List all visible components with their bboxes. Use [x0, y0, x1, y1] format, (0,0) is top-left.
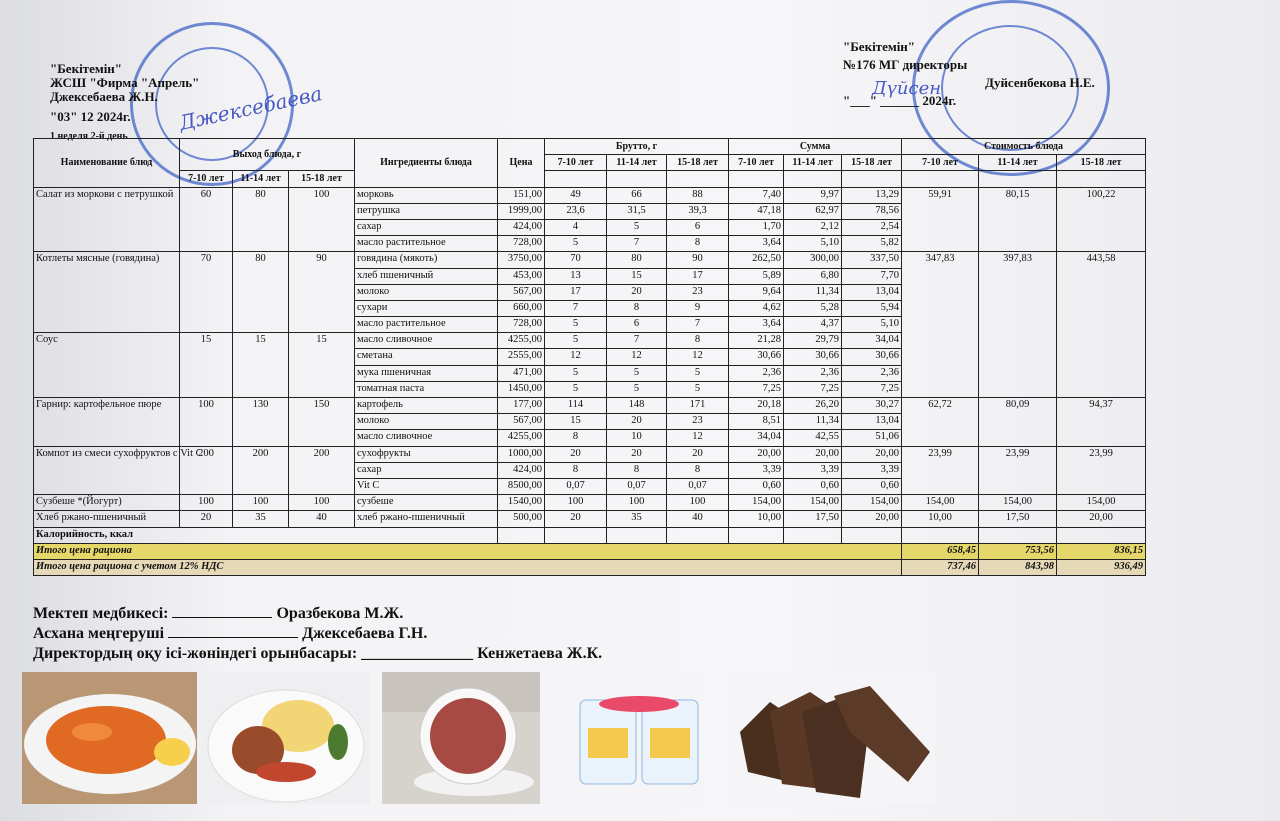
brutto-value: 0,07: [607, 478, 667, 494]
brutto-value: 20: [545, 511, 607, 527]
approver-name: Джексебаева Ж.Н.: [50, 89, 158, 104]
compote-cup-image: [382, 672, 540, 804]
ingredient-price: 567,00: [498, 414, 545, 430]
brutto-value: 88: [667, 187, 729, 203]
brutto-value: 20: [545, 446, 607, 462]
sum-value: 51,06: [842, 430, 902, 446]
dish-cost-value: 17,50: [979, 511, 1057, 527]
ingredient-price: 471,00: [498, 365, 545, 381]
brutto-value: 5: [607, 381, 667, 397]
brutto-value: 7: [607, 333, 667, 349]
header-age: 15-18 лет: [289, 171, 355, 187]
ingredient-price: 728,00: [498, 317, 545, 333]
brutto-value: 100: [545, 495, 607, 511]
total-vat-value: 936,49: [1057, 559, 1146, 575]
dish-cost-value: 397,83: [979, 252, 1057, 398]
sum-value: 8,51: [729, 414, 784, 430]
compote-photo: [382, 672, 540, 804]
brutto-value: 8: [545, 462, 607, 478]
sum-value: 0,60: [729, 478, 784, 494]
ingredient-price: 1540,00: [498, 495, 545, 511]
dish-cost-value: 23,99: [1057, 446, 1146, 495]
dish-name: Котлеты мясные (говядина): [34, 252, 180, 333]
sum-value: 300,00: [784, 252, 842, 268]
brutto-value: 15: [545, 414, 607, 430]
calories-row: [34, 527, 1146, 543]
ingredient-name: хлеб пшеничный: [355, 268, 498, 284]
table-row: [34, 398, 1146, 414]
ingredient-price: 424,00: [498, 462, 545, 478]
total-vat-value: 843,98: [979, 559, 1057, 575]
brutto-value: 8: [667, 236, 729, 252]
sum-value: 2,54: [842, 219, 902, 235]
total-value: 836,15: [1057, 543, 1146, 559]
total-vat-label: Итого цена рациона с учетом 12% НДС: [34, 559, 902, 575]
dish-cost-value: 94,37: [1057, 398, 1146, 447]
total-vat-value: 737,46: [902, 559, 979, 575]
sum-value: 11,34: [784, 284, 842, 300]
brutto-value: 5: [545, 236, 607, 252]
header-brutto: Брутто, г: [545, 139, 729, 155]
sum-value: 30,66: [784, 349, 842, 365]
dish-output: 35: [233, 511, 289, 527]
dish-name: Сузбеше *(Йогурт): [34, 495, 180, 511]
sum-value: 6,80: [784, 268, 842, 284]
sum-value: 2,36: [784, 365, 842, 381]
approval-date: "___" ______ 2024г.: [843, 93, 957, 108]
sum-value: 4,37: [784, 317, 842, 333]
ingredient-name: хлеб ржано-пшеничный: [355, 511, 498, 527]
sum-value: 3,64: [729, 317, 784, 333]
dish-name: Компот из смеси сухофруктов с Vit C: [34, 446, 180, 495]
sum-value: 154,00: [729, 495, 784, 511]
ingredient-price: 4255,00: [498, 430, 545, 446]
sum-value: 34,04: [729, 430, 784, 446]
yogurt-cups-image: [574, 672, 704, 804]
ingredient-price: 424,00: [498, 219, 545, 235]
dish-cost-value: 20,00: [1057, 511, 1146, 527]
brutto-value: 20: [607, 284, 667, 300]
dish-output: 150: [289, 398, 355, 447]
total-value: 753,56: [979, 543, 1057, 559]
sum-value: 30,66: [729, 349, 784, 365]
ingredient-name: молоко: [355, 414, 498, 430]
brutto-value: 35: [607, 511, 667, 527]
sum-value: 4,62: [729, 300, 784, 316]
brutto-value: 17: [667, 268, 729, 284]
ingredient-name: сахар: [355, 462, 498, 478]
brutto-value: 15: [607, 268, 667, 284]
sum-value: 20,00: [729, 446, 784, 462]
sum-value: 5,89: [729, 268, 784, 284]
header-age: 11-14 лет: [233, 171, 289, 187]
sum-value: 7,70: [842, 268, 902, 284]
header-age: 7-10 лет: [545, 155, 607, 171]
right-signature: Дүйсен: [872, 78, 942, 99]
table-row: [34, 511, 1146, 527]
total-value: 658,45: [902, 543, 979, 559]
ingredient-price: 453,00: [498, 268, 545, 284]
ingredient-name: масло растительное: [355, 236, 498, 252]
dish-output: 15: [233, 333, 289, 398]
dish-cost-value: 347,83: [902, 252, 979, 398]
brutto-value: 23: [667, 284, 729, 300]
table-row: [34, 187, 1146, 203]
sum-value: 3,39: [784, 462, 842, 478]
header-age: 15-18 лет: [842, 155, 902, 171]
header-dish: Наименование блюд: [34, 139, 180, 188]
yogurt-photo: [574, 672, 704, 804]
dish-name: Салат из моркови с петрушкой: [34, 187, 180, 252]
brutto-value: 5: [607, 219, 667, 235]
dish-cost-value: 154,00: [979, 495, 1057, 511]
ingredient-price: 500,00: [498, 511, 545, 527]
brutto-value: 6: [607, 317, 667, 333]
brutto-value: 20: [667, 446, 729, 462]
brutto-value: 5: [667, 365, 729, 381]
sum-value: 26,20: [784, 398, 842, 414]
brutto-value: 12: [667, 430, 729, 446]
sum-value: 17,50: [784, 511, 842, 527]
brutto-value: 4: [545, 219, 607, 235]
ingredient-price: 1000,00: [498, 446, 545, 462]
brutto-value: 0,07: [667, 478, 729, 494]
brutto-value: 12: [607, 349, 667, 365]
header-sum: Сумма: [729, 139, 902, 155]
sum-value: 5,94: [842, 300, 902, 316]
ingredient-name: петрушка: [355, 203, 498, 219]
total-row: [34, 543, 1146, 559]
ingredient-name: масло растительное: [355, 317, 498, 333]
ingredient-price: 567,00: [498, 284, 545, 300]
header-cost: Стоимость блюда: [902, 139, 1146, 155]
sum-value: 62,97: [784, 203, 842, 219]
dish-cost-value: 62,72: [902, 398, 979, 447]
dish-output: 100: [233, 495, 289, 511]
approval-word: "Бекітемін": [843, 39, 916, 54]
menu-table-body: [34, 187, 1146, 527]
sum-value: 9,97: [784, 187, 842, 203]
sum-value: 30,27: [842, 398, 902, 414]
brutto-value: 10: [607, 430, 667, 446]
director-name: Дуйсенбекова Н.Е.: [985, 75, 1095, 90]
sum-value: 2,12: [784, 219, 842, 235]
ingredient-name: молоко: [355, 284, 498, 300]
brutto-value: 148: [607, 398, 667, 414]
ingredient-price: 660,00: [498, 300, 545, 316]
brutto-value: 12: [545, 349, 607, 365]
brutto-value: 39,3: [667, 203, 729, 219]
ingredient-name: масло сливочное: [355, 430, 498, 446]
deputy-director-line: Директордың оқу ісі-жөніндегі орынбасары: ______________ Кенжетаева Ж.К.: [33, 645, 603, 662]
sum-value: 42,55: [784, 430, 842, 446]
brutto-value: 7: [607, 236, 667, 252]
sum-value: 2,36: [729, 365, 784, 381]
dish-output: 100: [289, 495, 355, 511]
ingredient-name: томатная паста: [355, 381, 498, 397]
brutto-value: 7: [545, 300, 607, 316]
dish-cost-value: 80,15: [979, 187, 1057, 252]
sum-value: 154,00: [842, 495, 902, 511]
approval-date: "03" 12 2024г.: [50, 109, 131, 124]
carrot-salad-photo: [22, 672, 197, 804]
dish-output: 200: [180, 446, 233, 495]
brutto-value: 17: [545, 284, 607, 300]
dish-cost-value: 23,99: [979, 446, 1057, 495]
ingredient-name: сузбеше: [355, 495, 498, 511]
header-age: 11-14 лет: [979, 155, 1057, 171]
brutto-value: 100: [667, 495, 729, 511]
header-output: Выход блюда, г: [180, 139, 355, 171]
header-age: 7-10 лет: [180, 171, 233, 187]
dish-cost-value: 100,22: [1057, 187, 1146, 252]
sum-value: 154,00: [784, 495, 842, 511]
sum-value: 7,25: [729, 381, 784, 397]
ingredient-name: картофель: [355, 398, 498, 414]
sum-value: 20,00: [842, 446, 902, 462]
left-approval-header: [50, 62, 199, 144]
dish-output: 70: [180, 252, 233, 333]
cutlet-puree-photo: [202, 672, 370, 804]
brutto-value: 171: [667, 398, 729, 414]
sum-value: 9,64: [729, 284, 784, 300]
brutto-value: 20: [607, 414, 667, 430]
brutto-value: 13: [545, 268, 607, 284]
canteen-head-line: Асхана меңгеруші Джексебаева Г.Н.: [33, 625, 428, 642]
sum-value: 78,56: [842, 203, 902, 219]
dish-cost-value: 154,00: [902, 495, 979, 511]
brutto-value: 6: [667, 219, 729, 235]
brutto-value: 7: [667, 317, 729, 333]
dish-output: 130: [233, 398, 289, 447]
ingredient-price: 151,00: [498, 187, 545, 203]
sum-value: 11,34: [784, 414, 842, 430]
brutto-value: 20: [607, 446, 667, 462]
sum-value: 262,50: [729, 252, 784, 268]
total-vat-row: [34, 559, 1146, 575]
sum-value: 337,50: [842, 252, 902, 268]
dish-output: 100: [289, 187, 355, 252]
header-age: 7-10 лет: [729, 155, 784, 171]
sum-value: 1,70: [729, 219, 784, 235]
brutto-value: 9: [667, 300, 729, 316]
ingredient-price: 1450,00: [498, 381, 545, 397]
sum-value: 20,00: [842, 511, 902, 527]
dish-output: 100: [180, 398, 233, 447]
ingredient-name: Vit C: [355, 478, 498, 494]
signature-block: [33, 604, 602, 664]
sum-value: 5,10: [842, 317, 902, 333]
brutto-value: 40: [667, 511, 729, 527]
table-row: [34, 252, 1146, 268]
dish-output: 90: [289, 252, 355, 333]
header-ingredients: Ингредиенты блюда: [355, 139, 498, 188]
nurse-line: Мектеп медбикесі: Оразбекова М.Ж.: [33, 605, 404, 622]
dish-output: 15: [180, 333, 233, 398]
brutto-value: 5: [607, 365, 667, 381]
header-age: 11-14 лет: [607, 155, 667, 171]
sum-value: 2,36: [842, 365, 902, 381]
sum-value: 29,79: [784, 333, 842, 349]
sum-value: 13,04: [842, 284, 902, 300]
sum-value: 5,28: [784, 300, 842, 316]
brutto-value: 49: [545, 187, 607, 203]
brutto-value: 114: [545, 398, 607, 414]
brutto-value: 100: [607, 495, 667, 511]
calories-label: Калорийность, ккал: [34, 527, 498, 543]
total-label: Итого цена рациона: [34, 543, 902, 559]
sum-value: 0,60: [784, 478, 842, 494]
sum-value: 0,60: [842, 478, 902, 494]
sum-value: 3,39: [729, 462, 784, 478]
brutto-value: 8: [607, 462, 667, 478]
dish-output: 200: [233, 446, 289, 495]
sum-value: 20,00: [784, 446, 842, 462]
dish-output: 60: [180, 187, 233, 252]
brutto-value: 12: [667, 349, 729, 365]
dish-cost-value: 10,00: [902, 511, 979, 527]
dish-cost-value: 80,09: [979, 398, 1057, 447]
brutto-value: 5: [545, 365, 607, 381]
brutto-value: 23: [667, 414, 729, 430]
ingredient-name: говядина (мякоть): [355, 252, 498, 268]
header-age: 15-18 лет: [1057, 155, 1146, 171]
sum-value: 7,40: [729, 187, 784, 203]
sum-value: 3,64: [729, 236, 784, 252]
sum-value: 13,04: [842, 414, 902, 430]
nurse-name: Оразбекова М.Ж.: [276, 605, 404, 622]
week-day-label: 1 неделя 2-й день: [50, 131, 128, 142]
dish-name: Гарнир: картофельное пюре: [34, 398, 180, 447]
cutlet-puree-image: [202, 672, 370, 804]
deputy-name: Кенжетаева Ж.К.: [477, 645, 603, 662]
dish-output: 15: [289, 333, 355, 398]
brutto-value: 8: [607, 300, 667, 316]
ingredient-price: 2555,00: [498, 349, 545, 365]
brutto-value: 66: [607, 187, 667, 203]
brutto-value: 8: [667, 462, 729, 478]
sum-value: 21,28: [729, 333, 784, 349]
table-row: [34, 495, 1146, 511]
brutto-value: 5: [545, 317, 607, 333]
dish-output: 200: [289, 446, 355, 495]
sum-value: 5,82: [842, 236, 902, 252]
sum-value: 30,66: [842, 349, 902, 365]
ingredient-name: масло сливочное: [355, 333, 498, 349]
brutto-value: 23,6: [545, 203, 607, 219]
ingredient-price: 3750,00: [498, 252, 545, 268]
ingredient-price: 8500,00: [498, 478, 545, 494]
brutto-value: 8: [667, 333, 729, 349]
ingredient-price: 728,00: [498, 236, 545, 252]
ingredient-price: 1999,00: [498, 203, 545, 219]
brutto-value: 70: [545, 252, 607, 268]
dish-output: 80: [233, 187, 289, 252]
ingredient-name: сметана: [355, 349, 498, 365]
school-name: ЖСШ "Фирма "Апрель": [50, 75, 200, 90]
dish-name: Хлеб ржано-пшеничный: [34, 511, 180, 527]
brutto-value: 5: [545, 381, 607, 397]
canteen-head-name: Джексебаева Г.Н.: [302, 625, 428, 642]
header-age: 7-10 лет: [902, 155, 979, 171]
dish-cost-value: 443,58: [1057, 252, 1146, 398]
brutto-value: 8: [545, 430, 607, 446]
school-director-title: №176 МГ директоры: [843, 57, 968, 72]
ingredient-name: сухари: [355, 300, 498, 316]
header-age: 15-18 лет: [667, 155, 729, 171]
ingredient-name: мука пшеничная: [355, 365, 498, 381]
menu-table: [33, 138, 1146, 576]
dish-output: 80: [233, 252, 289, 333]
sum-value: 47,18: [729, 203, 784, 219]
sum-value: 34,04: [842, 333, 902, 349]
ingredient-price: 4255,00: [498, 333, 545, 349]
dish-output: 100: [180, 495, 233, 511]
left-signature: Джексебаева: [177, 81, 325, 135]
ingredient-price: 177,00: [498, 398, 545, 414]
sum-value: 10,00: [729, 511, 784, 527]
ingredient-name: морковь: [355, 187, 498, 203]
header-age: 11-14 лет: [784, 155, 842, 171]
table-row: [34, 446, 1146, 462]
dish-output: 40: [289, 511, 355, 527]
dish-name: Соус: [34, 333, 180, 398]
sum-value: 3,39: [842, 462, 902, 478]
approval-word: "Бекітемін": [50, 61, 123, 76]
sum-value: 5,10: [784, 236, 842, 252]
rye-bread-image: [730, 672, 935, 804]
dish-output: 20: [180, 511, 233, 527]
brutto-value: 90: [667, 252, 729, 268]
dish-cost-value: 154,00: [1057, 495, 1146, 511]
sum-value: 13,29: [842, 187, 902, 203]
brutto-value: 5: [667, 381, 729, 397]
brutto-value: 0,07: [545, 478, 607, 494]
carrot-salad-image: [22, 672, 197, 804]
ingredient-name: сухофрукты: [355, 446, 498, 462]
sum-value: 7,25: [784, 381, 842, 397]
brutto-value: 31,5: [607, 203, 667, 219]
brutto-value: 5: [545, 333, 607, 349]
sum-value: 20,18: [729, 398, 784, 414]
bread-photo: [730, 672, 935, 804]
sum-value: 7,25: [842, 381, 902, 397]
ingredient-name: сахар: [355, 219, 498, 235]
dish-cost-value: 23,99: [902, 446, 979, 495]
header-price: Цена: [498, 139, 545, 188]
brutto-value: 80: [607, 252, 667, 268]
dish-cost-value: 59,91: [902, 187, 979, 252]
